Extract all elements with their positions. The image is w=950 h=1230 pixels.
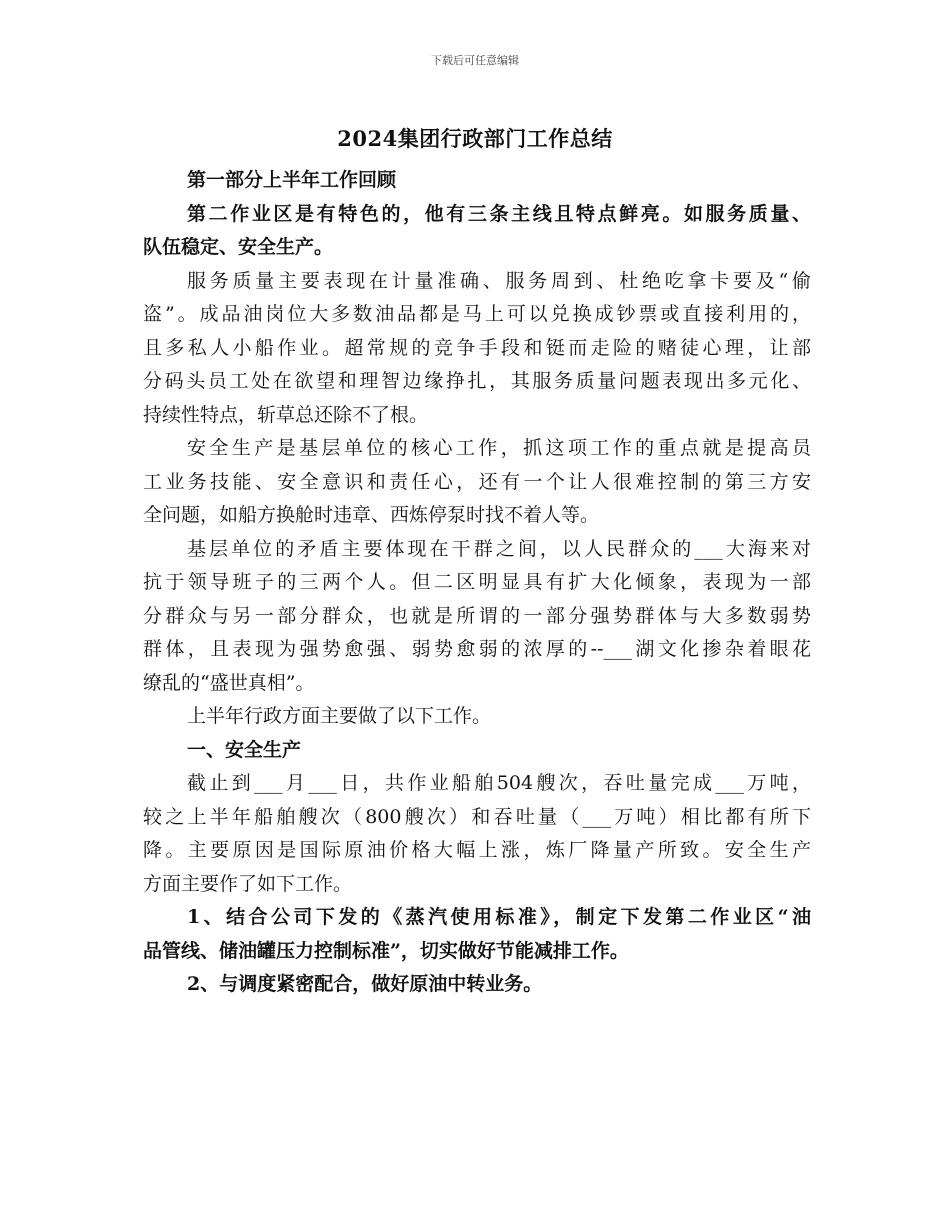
text-line: 一、安全生产 (187, 738, 302, 761)
text-line: 第二作业区是有特色的，他有三条主线且特点鲜亮。如服务质量、 (187, 202, 811, 225)
document-body (143, 164, 811, 1002)
text-line: 截止到___月___日，共作业船舶504艘次，吞吐量完成___万吨， (187, 772, 811, 794)
text-line: 1、结合公司下发的《蒸汽使用标准》，制定下发第二作业区“油 (187, 906, 811, 928)
text-line: 工业务技能、安全意识和责任心，还有一个让人很难控制的第三方安 (143, 470, 811, 493)
document-title: 2024集团行政部门工作总结 (337, 126, 613, 151)
page-header: 下载后可任意编辑 (431, 54, 519, 67)
text-line: 持续性特点，斩草总还除不了根。 (143, 403, 429, 426)
text-line: 品管线、储油罐压力控制标准”，切实做好节能减排工作。 (143, 939, 629, 962)
text-line: 队伍稳定、安全生产。 (143, 236, 334, 258)
text-line: 抗于领导班子的三两个人。但二区明显具有扩大化倾象，表现为一部 (143, 571, 811, 593)
text-line: 且多私人小船作业。超常规的竞争手段和铤而走险的赌徒心理，让部 (143, 336, 811, 359)
text-line: 基层单位的矛盾主要体现在干群之间，以人民群众的___大海来对 (187, 537, 811, 560)
text-line: 分码头员工处在欲望和理智边缘挣扎，其服务质量问题表现出多元化、 (143, 370, 811, 392)
text-line: 降。主要原因是国际原油价格大幅上涨，炼厂降量产所致。安全生产 (143, 839, 811, 861)
text-line: 上半年行政方面主要做了以下工作。 (187, 705, 492, 727)
text-line: 第一部分上半年工作回顾 (187, 169, 397, 191)
text-line: 盗”。成品油岗位大多数油品都是马上可以兑换成钞票或直接利用的， (143, 303, 811, 325)
text-line: 缭乱的“盛世真相”。 (143, 671, 315, 694)
text-line: 群体，且表现为强势愈强、弱势愈弱的浓厚的--___湖文化掺杂着眼花 (143, 638, 811, 660)
text-line: 全问题，如船方换舱时违章、西炼停泵时找不着人等。 (143, 504, 600, 526)
text-line: 方面主要作了如下工作。 (143, 872, 353, 895)
text-line: 分群众与另一部分群众，也就是所谓的一部分强势群体与大多数弱势 (143, 604, 811, 627)
text-line: 安全生产是基层单位的核心工作，抓这项工作的重点就是提高员 (187, 437, 811, 459)
text-line: 2、与调度紧密配合，做好原油中转业务。 (187, 973, 543, 995)
text-line: 服务质量主要表现在计量准确、服务周到、杜绝吃拿卡要及“偷 (187, 269, 811, 292)
text-line: 较之上半年船舶艘次（800艘次）和吞吐量（___万吨）相比都有所下 (143, 805, 811, 828)
